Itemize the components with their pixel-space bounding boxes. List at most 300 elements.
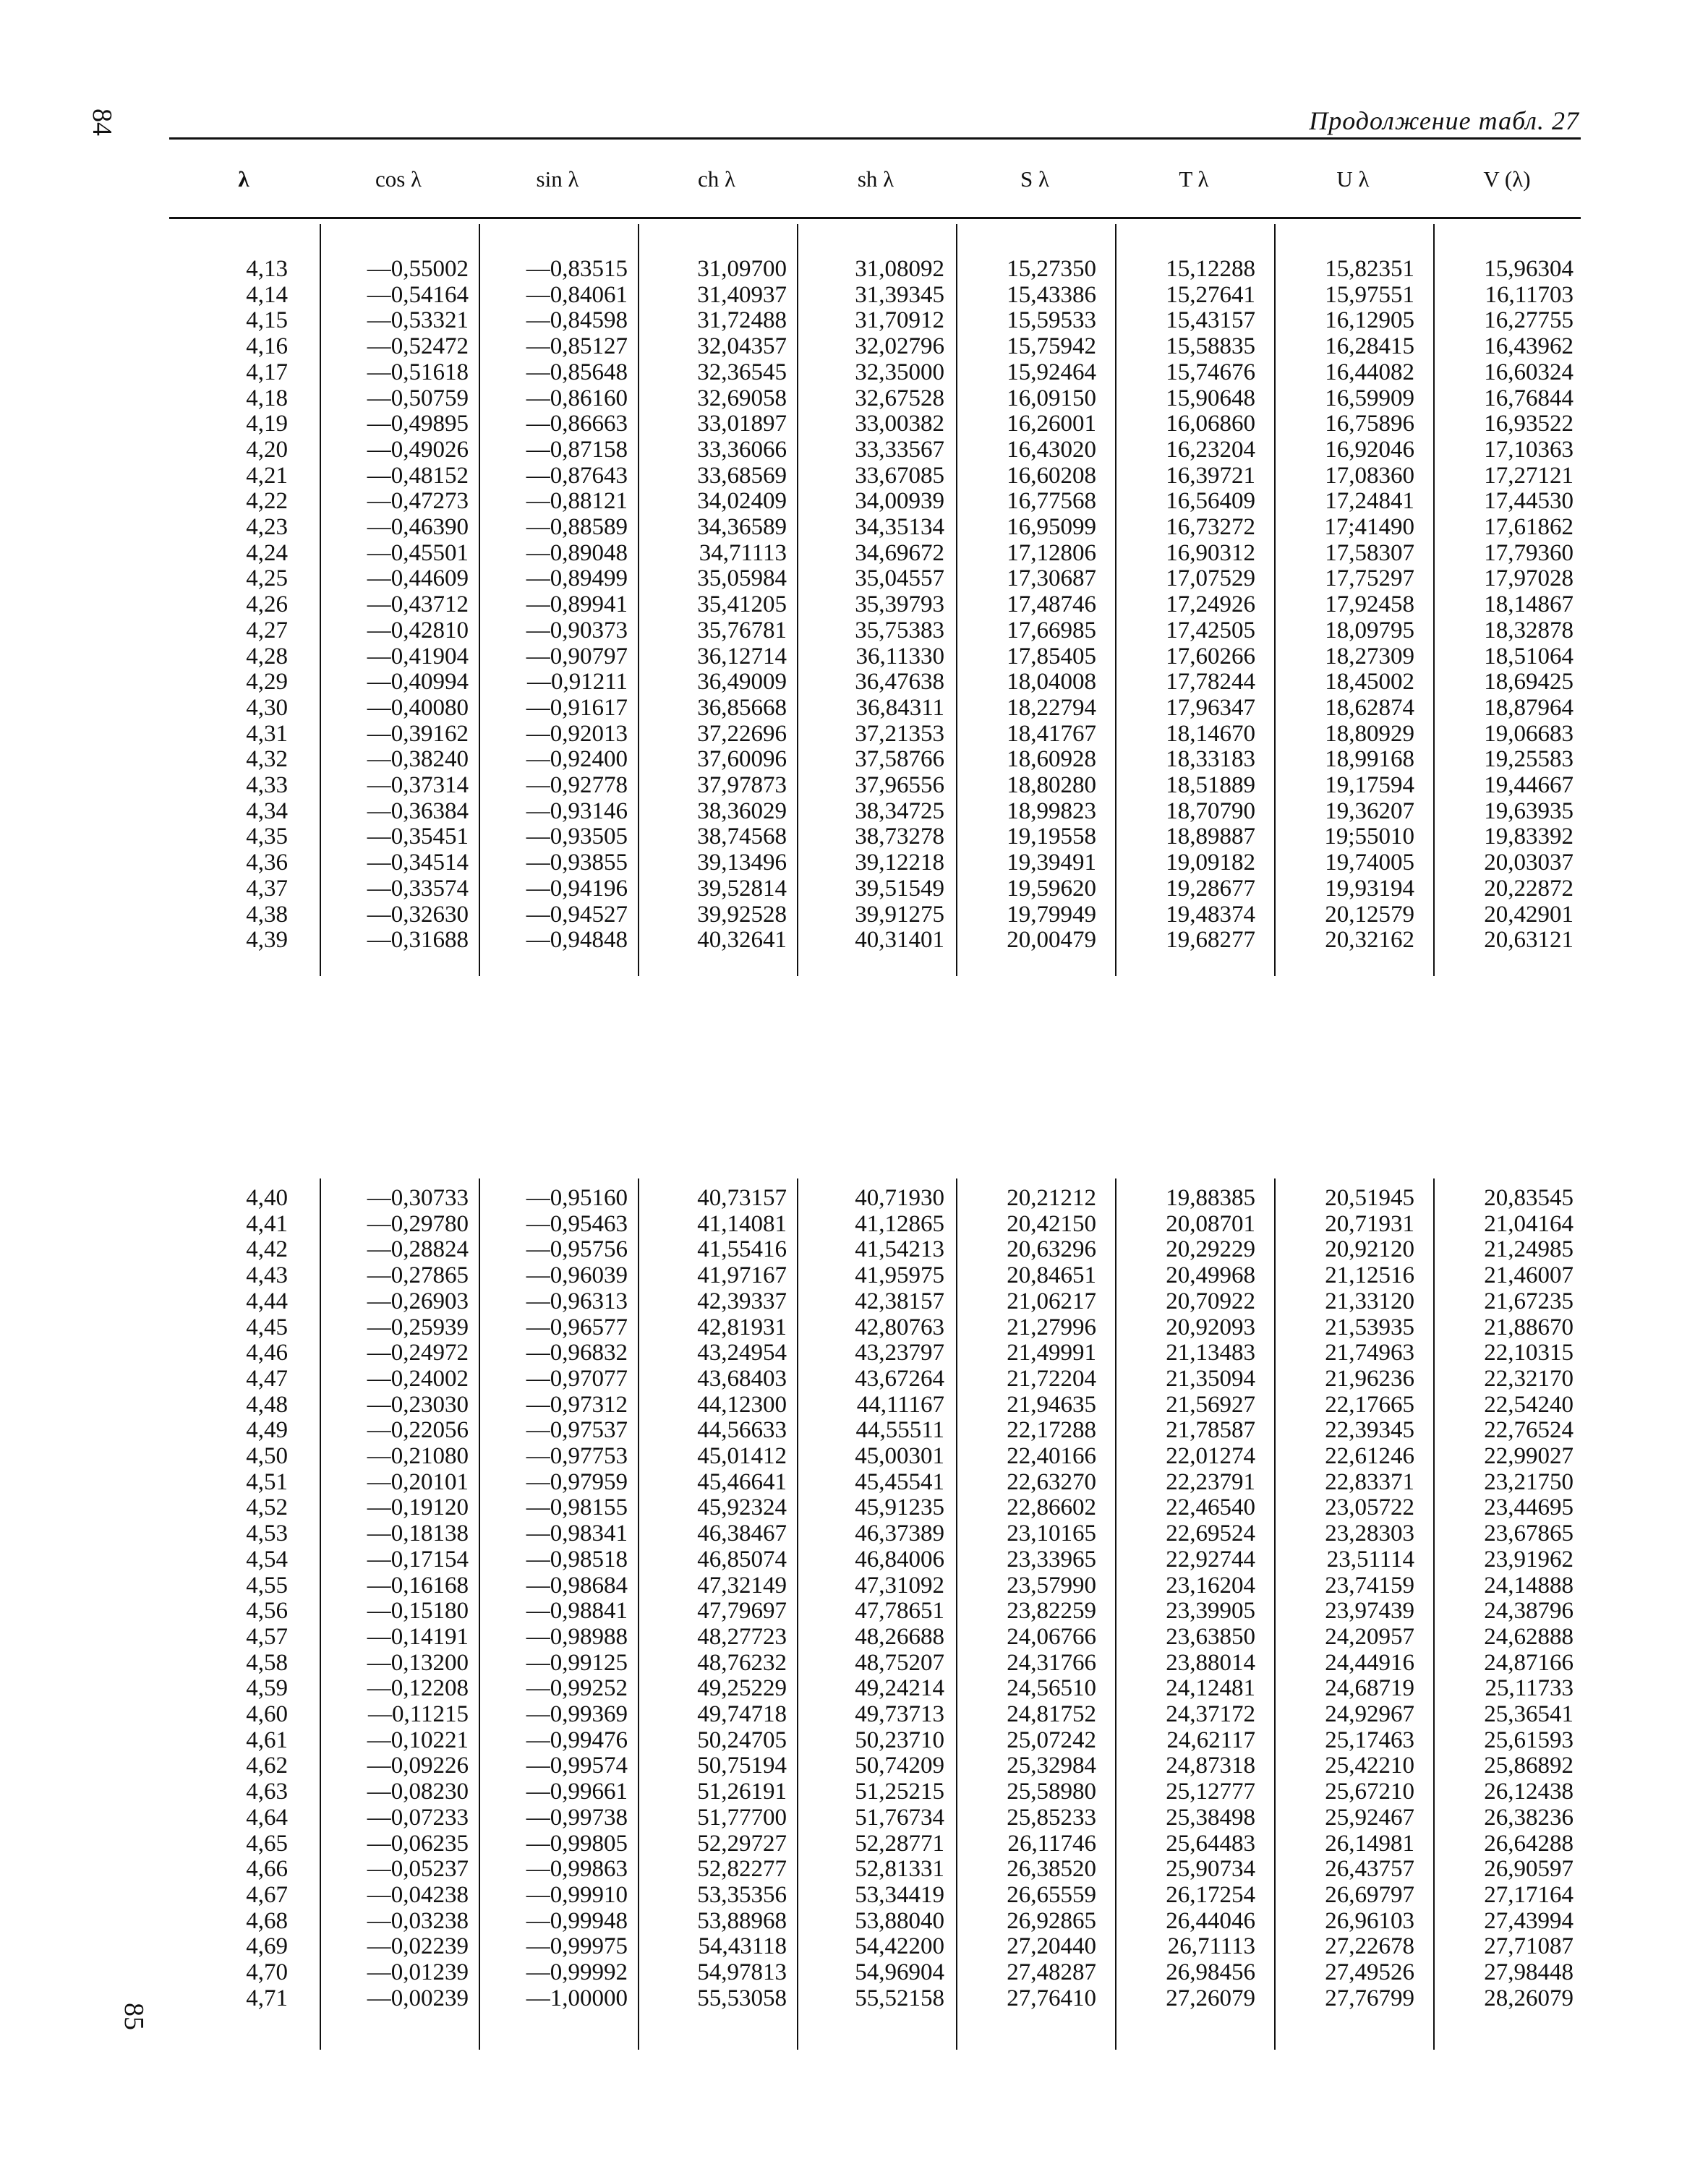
column-sin-block-2 <box>483 1186 628 2012</box>
table-cell: —0,29780 <box>367 1210 469 1237</box>
table-cell: 16,77568 <box>1007 488 1096 515</box>
table-cell: —0,21080 <box>367 1443 469 1470</box>
table-cell: —0,92400 <box>526 746 628 773</box>
column-divider <box>479 224 480 976</box>
table-cell: 17,79360 <box>1484 539 1574 566</box>
table-cell: —0,55002 <box>367 256 469 282</box>
table-cell: —0,91211 <box>526 669 628 696</box>
table-cell: —0,89048 <box>526 539 628 566</box>
table-cell: 4,34 <box>246 797 288 824</box>
table-cell: 4,62 <box>246 1753 288 1779</box>
table-cell: —0,40080 <box>367 694 469 721</box>
table-cell: 46,37389 <box>855 1520 944 1547</box>
table-cell: —0,97753 <box>526 1443 628 1470</box>
table-cell: —0,83515 <box>526 256 628 282</box>
table-cell: —0,20101 <box>367 1468 469 1495</box>
table-cell: 32,04357 <box>697 333 787 360</box>
table-cell: 4,30 <box>246 694 288 721</box>
table-cell: 33,68569 <box>697 462 787 489</box>
table-cell: 54,43118 <box>698 1933 787 1960</box>
table-cell: 16,12905 <box>1325 307 1414 334</box>
table-cell: 17,60266 <box>1166 643 1255 669</box>
table-cell: 20,29229 <box>1166 1236 1255 1263</box>
column-header-cos: cos λ <box>375 166 422 192</box>
table-cell: —0,02239 <box>367 1933 469 1960</box>
table-cell: —0,99125 <box>526 1649 628 1676</box>
table-cell: 19,88385 <box>1166 1185 1255 1211</box>
table-cell: 21,56927 <box>1166 1391 1255 1418</box>
table-cell: 35,39793 <box>855 591 944 618</box>
table-cell: —0,96313 <box>526 1288 628 1314</box>
table-cell: 24,56510 <box>1007 1675 1096 1702</box>
table-cell: 27,20440 <box>1007 1933 1096 1960</box>
table-cell: 15,59533 <box>1007 307 1096 334</box>
table-cell: 22,17288 <box>1007 1417 1096 1444</box>
table-top-rule <box>169 137 1581 140</box>
table-cell: 37,60096 <box>697 746 787 773</box>
table-cell: 23,21750 <box>1484 1468 1574 1495</box>
table-cell: 4,27 <box>246 617 288 643</box>
table-cell: 50,23710 <box>855 1727 944 1753</box>
column-U-block-1 <box>1270 257 1414 954</box>
table-cell: 24,87318 <box>1166 1753 1255 1779</box>
table-cell: 17,75297 <box>1325 565 1414 592</box>
table-cell: 22,61246 <box>1325 1443 1414 1470</box>
table-cell: 24,12481 <box>1166 1675 1255 1702</box>
table-cell: 37,96556 <box>855 772 944 799</box>
table-cell: 22,17665 <box>1325 1391 1414 1418</box>
table-cell: 16,26001 <box>1007 411 1096 437</box>
table-caption: Продолжение табл. 27 <box>1309 106 1579 135</box>
table-cell: 51,26191 <box>697 1779 787 1805</box>
table-cell: 28,26079 <box>1484 1985 1574 2011</box>
table-cell: 21,12516 <box>1325 1262 1414 1289</box>
table-cell: 24,68719 <box>1325 1675 1414 1702</box>
table-cell: 18,99168 <box>1325 746 1414 773</box>
table-cell: 4,44 <box>246 1288 288 1314</box>
table-cell: —0,98988 <box>526 1623 628 1650</box>
table-cell: 27,43994 <box>1484 1907 1574 1934</box>
table-cell: 15,58835 <box>1166 333 1255 360</box>
table-cell: 24,20957 <box>1325 1623 1414 1650</box>
table-cell: 25,32984 <box>1007 1753 1096 1779</box>
table-cell: 26,98456 <box>1166 1959 1255 1986</box>
table-cell: 16,59909 <box>1325 385 1414 411</box>
table-cell: 20,08701 <box>1166 1210 1255 1237</box>
table-cell: 4,68 <box>246 1907 288 1934</box>
table-cell: 18,22794 <box>1007 694 1096 721</box>
table-cell: —0,30733 <box>367 1185 469 1211</box>
table-cell: 22,76524 <box>1484 1417 1574 1444</box>
table-cell: 46,85074 <box>697 1546 787 1573</box>
column-divider <box>797 224 798 976</box>
table-cell: 53,88040 <box>855 1907 944 1934</box>
table-cell: 4,67 <box>246 1881 288 1908</box>
table-cell: —0,18138 <box>367 1520 469 1547</box>
table-cell: —0,91617 <box>526 694 628 721</box>
table-cell: 4,53 <box>246 1520 288 1547</box>
table-cell: —0,36384 <box>367 797 469 824</box>
table-cell: 18,87964 <box>1484 694 1574 721</box>
table-cell: 21,49991 <box>1007 1340 1096 1366</box>
table-cell: 18,27309 <box>1325 643 1414 669</box>
table-cell: 23,28303 <box>1325 1520 1414 1547</box>
table-cell: 40,31401 <box>855 927 944 954</box>
table-cell: 23,33965 <box>1007 1546 1096 1573</box>
column-header-u: U λ <box>1336 166 1370 192</box>
table-cell: 20,42150 <box>1007 1210 1096 1237</box>
table-cell: 44,11167 <box>856 1391 944 1418</box>
table-cell: —0,99369 <box>526 1701 628 1728</box>
table-cell: 50,24705 <box>697 1727 787 1753</box>
table-cell: 52,81331 <box>855 1856 944 1883</box>
table-cell: 20,84651 <box>1007 1262 1096 1289</box>
table-cell: 4,54 <box>246 1546 288 1573</box>
table-cell: 49,73713 <box>855 1701 944 1728</box>
table-cell: 32,69058 <box>697 385 787 411</box>
table-cell: 17,27121 <box>1484 462 1574 489</box>
table-cell: 25,61593 <box>1484 1727 1574 1753</box>
table-cell: —0,89499 <box>526 565 628 592</box>
table-cell: 35,75383 <box>855 617 944 643</box>
table-cell: 25,07242 <box>1007 1727 1096 1753</box>
table-cell: 18,32878 <box>1484 617 1574 643</box>
column-header-sh: sh λ <box>857 166 894 192</box>
table-cell: 4,48 <box>246 1391 288 1418</box>
table-cell: 22,39345 <box>1325 1417 1414 1444</box>
table-cell: 20,32162 <box>1325 927 1414 954</box>
table-cell: 22,23791 <box>1166 1468 1255 1495</box>
table-cell: 15,43386 <box>1007 281 1096 308</box>
table-cell: —0,00239 <box>367 1985 469 2011</box>
column-divider <box>956 224 957 976</box>
table-cell: 4,25 <box>246 565 288 592</box>
table-cell: 16,60324 <box>1484 359 1574 385</box>
table-cell: 16,11703 <box>1485 281 1574 308</box>
table-cell: 24,62888 <box>1484 1623 1574 1650</box>
table-cell: 21,96236 <box>1325 1365 1414 1392</box>
table-cell: 4,65 <box>246 1830 288 1857</box>
table-cell: —0,99252 <box>526 1675 628 1702</box>
table-cell: 23,67865 <box>1484 1520 1574 1547</box>
table-cell: 21,27996 <box>1007 1314 1096 1340</box>
table-cell: 4,32 <box>246 746 288 773</box>
table-cell: 23,63850 <box>1166 1623 1255 1650</box>
table-cell: —0,13200 <box>367 1649 469 1676</box>
column-ch-block-2 <box>642 1186 787 2012</box>
table-cell: 25,42210 <box>1325 1753 1414 1779</box>
table-cell: 27,49526 <box>1325 1959 1414 1986</box>
table-cell: —0,85127 <box>526 333 628 360</box>
table-cell: —0,93146 <box>526 797 628 824</box>
table-cell: 33,36066 <box>697 436 787 463</box>
table-cell: —0,96577 <box>526 1314 628 1340</box>
table-cell: 39,13496 <box>697 850 787 876</box>
table-cell: —0,84061 <box>526 281 628 308</box>
table-cell: 4,21 <box>246 462 288 489</box>
table-cell: 16,43020 <box>1007 436 1096 463</box>
table-cell: 21,94635 <box>1007 1391 1096 1418</box>
table-cell: —0,96832 <box>526 1340 628 1366</box>
table-cell: 4,39 <box>246 927 288 954</box>
table-cell: 19,25583 <box>1484 746 1574 773</box>
table-cell: —0,37314 <box>367 772 469 799</box>
table-cell: —0,52472 <box>367 333 469 360</box>
table-cell: 18,80929 <box>1325 720 1414 747</box>
table-cell: 4,38 <box>246 901 288 928</box>
table-cell: 24,44916 <box>1325 1649 1414 1676</box>
column-header-lambda: λ <box>238 166 249 192</box>
table-cell: 47,79697 <box>697 1598 787 1625</box>
table-cell: 49,24214 <box>855 1675 944 1702</box>
table-cell: 4,46 <box>246 1340 288 1366</box>
table-cell: 4,35 <box>246 823 288 850</box>
table-cell: 33,33567 <box>855 436 944 463</box>
table-cell: 40,32641 <box>697 927 787 954</box>
page-number-bottom: 85 <box>119 2003 149 2030</box>
table-cell: 19,48374 <box>1166 901 1255 928</box>
table-cell: 19,09182 <box>1166 850 1255 876</box>
table-cell: —0,99805 <box>526 1830 628 1857</box>
table-cell: 32,36545 <box>697 359 787 385</box>
table-cell: —0,98518 <box>526 1546 628 1573</box>
table-cell: 25,90734 <box>1166 1856 1255 1883</box>
table-cell: —0,22056 <box>367 1417 469 1444</box>
table-cell: 36,84311 <box>855 694 944 721</box>
table-cell: 53,34419 <box>855 1881 944 1908</box>
table-cell: 19,36207 <box>1325 797 1414 824</box>
table-cell: 17,85405 <box>1007 643 1096 669</box>
table-cell: 32,02796 <box>855 333 944 360</box>
table-cell: 21,33120 <box>1325 1288 1414 1314</box>
table-cell: —0,98341 <box>526 1520 628 1547</box>
table-cell: 26,69797 <box>1325 1881 1414 1908</box>
table-cell: 25,38498 <box>1166 1804 1255 1831</box>
table-cell: 18,89887 <box>1166 823 1255 850</box>
table-cell: 17,30687 <box>1007 565 1096 592</box>
table-cell: 16,28415 <box>1325 333 1414 360</box>
table-cell: 27,71087 <box>1484 1933 1574 1960</box>
table-cell: 19;55010 <box>1324 823 1414 850</box>
table-cell: 48,26688 <box>855 1623 944 1650</box>
table-cell: 4,43 <box>246 1262 288 1289</box>
table-cell: 23,39905 <box>1166 1598 1255 1625</box>
table-cell: 21,46007 <box>1484 1262 1574 1289</box>
table-cell: 4,47 <box>246 1365 288 1392</box>
column-header-v: V (λ) <box>1483 166 1531 192</box>
table-cell: 17,92458 <box>1325 591 1414 618</box>
table-cell: 4,40 <box>246 1185 288 1211</box>
column-T-block-1 <box>1111 257 1255 954</box>
table-cell: 25,86892 <box>1484 1753 1574 1779</box>
table-cell: 39,91275 <box>855 901 944 928</box>
table-cell: 22,99027 <box>1484 1443 1574 1470</box>
table-cell: 4,36 <box>246 850 288 876</box>
table-cell: —0,47273 <box>367 488 469 515</box>
table-cell: 37,58766 <box>855 746 944 773</box>
table-cell: 54,97813 <box>697 1959 787 1986</box>
table-cell: 39,52814 <box>697 875 787 902</box>
column-divider <box>1274 1178 1276 2050</box>
table-cell: —0,01239 <box>367 1959 469 1986</box>
table-cell: 31,09700 <box>697 256 787 282</box>
table-cell: 36,47638 <box>855 669 944 696</box>
table-cell: 34,36589 <box>697 514 787 541</box>
table-cell: 4,16 <box>246 333 288 360</box>
table-cell: 35,04557 <box>855 565 944 592</box>
page-number-top: 84 <box>87 108 117 136</box>
table-cell: 43,67264 <box>855 1365 944 1392</box>
table-cell: 21,88670 <box>1484 1314 1574 1340</box>
table-cell: 15,43157 <box>1166 307 1255 334</box>
table-cell: 22,46540 <box>1166 1494 1255 1521</box>
table-cell: 38,74568 <box>697 823 787 850</box>
table-cell: 19,79949 <box>1007 901 1096 928</box>
table-cell: 24,31766 <box>1007 1649 1096 1676</box>
column-divider <box>1115 224 1116 976</box>
table-cell: 4,70 <box>246 1959 288 1986</box>
table-cell: —0,17154 <box>367 1546 469 1573</box>
table-cell: 26,38520 <box>1007 1856 1096 1883</box>
table-cell: 4,18 <box>246 385 288 411</box>
table-cell: —0,95463 <box>526 1210 628 1237</box>
table-cell: —0,45501 <box>367 539 469 566</box>
table-cell: —0,44609 <box>367 565 469 592</box>
table-cell: 21,35094 <box>1166 1365 1255 1392</box>
table-cell: 20,70922 <box>1166 1288 1255 1314</box>
table-cell: 24,06766 <box>1007 1623 1096 1650</box>
table-cell: —0,89941 <box>526 591 628 618</box>
table-cell: 4,52 <box>246 1494 288 1521</box>
table-cell: 16,60208 <box>1007 462 1096 489</box>
table-cell: —0,90797 <box>526 643 628 669</box>
table-cell: 17,61862 <box>1484 514 1574 541</box>
table-cell: 4,58 <box>246 1649 288 1676</box>
table-cell: 26,44046 <box>1166 1907 1255 1934</box>
column-V-block-2 <box>1429 1186 1574 2012</box>
column-divider <box>1274 224 1276 976</box>
table-cell: 4,28 <box>246 643 288 669</box>
table-cell: 38,34725 <box>855 797 944 824</box>
table-cell: 15,92464 <box>1007 359 1096 385</box>
table-cell: 27,98448 <box>1484 1959 1574 1986</box>
table-cell: 4,17 <box>246 359 288 385</box>
table-cell: —0,98684 <box>526 1572 628 1599</box>
table-cell: —0,97312 <box>526 1391 628 1418</box>
table-cell: 17,48746 <box>1007 591 1096 618</box>
table-cell: 20,71931 <box>1325 1210 1414 1237</box>
table-cell: —0,27865 <box>367 1262 469 1289</box>
table-cell: 54,42200 <box>855 1933 944 1960</box>
table-cell: —0,99661 <box>526 1779 628 1805</box>
table-cell: 4,33 <box>246 772 288 799</box>
table-cell: —0,98155 <box>526 1494 628 1521</box>
table-cell: 20,42901 <box>1484 901 1574 928</box>
table-cell: 4,29 <box>246 669 288 696</box>
table-cell: 43,24954 <box>697 1340 787 1366</box>
table-cell: 33,01897 <box>697 411 787 437</box>
table-cell: 16,27755 <box>1484 307 1574 334</box>
table-cell: 31,70912 <box>855 307 944 334</box>
table-cell: 20,00479 <box>1007 927 1096 954</box>
table-cell: 18,14670 <box>1166 720 1255 747</box>
table-cell: 50,75194 <box>697 1753 787 1779</box>
table-cell: 20,49968 <box>1166 1262 1255 1289</box>
table-cell: 23,88014 <box>1166 1649 1255 1676</box>
table-cell: 4,66 <box>246 1856 288 1883</box>
table-cell: —0,26903 <box>367 1288 469 1314</box>
table-cell: 24,87166 <box>1484 1649 1574 1676</box>
table-cell: 19,17594 <box>1325 772 1414 799</box>
column-sh-block-1 <box>800 257 944 954</box>
table-cell: —0,07233 <box>367 1804 469 1831</box>
table-cell: 19,28677 <box>1166 875 1255 902</box>
table-cell: 20,83545 <box>1484 1185 1574 1211</box>
table-cell: —0,99992 <box>526 1959 628 1986</box>
table-cell: 24,62117 <box>1166 1727 1255 1753</box>
table-cell: 16,93522 <box>1484 411 1574 437</box>
table-cell: 26,14981 <box>1325 1830 1414 1857</box>
table-cell: 33,00382 <box>855 411 944 437</box>
table-cell: 20,63121 <box>1484 927 1574 954</box>
table-cell: 24,37172 <box>1166 1701 1255 1728</box>
table-cell: 4,13 <box>246 256 288 282</box>
table-cell: 20,22872 <box>1484 875 1574 902</box>
table-cell: 26,71113 <box>1167 1933 1255 1960</box>
table-cell: 22,10315 <box>1484 1340 1574 1366</box>
table-cell: 18,51064 <box>1484 643 1574 669</box>
table-cell: 27,17164 <box>1484 1881 1574 1908</box>
table-cell: 15,27641 <box>1166 281 1255 308</box>
column-divider <box>1433 224 1435 976</box>
table-cell: 41,12865 <box>855 1210 944 1237</box>
table-cell: 4,50 <box>246 1443 288 1470</box>
table-cell: 22,69524 <box>1166 1520 1255 1547</box>
table-cell: 31,39345 <box>855 281 944 308</box>
table-cell: 42,80763 <box>855 1314 944 1340</box>
table-cell: 15,90648 <box>1166 385 1255 411</box>
table-cell: 41,97167 <box>697 1262 787 1289</box>
column-U-block-2 <box>1270 1186 1414 2012</box>
table-cell: 18,04008 <box>1007 669 1096 696</box>
table-cell: 19,44667 <box>1484 772 1574 799</box>
table-cell: 19,63935 <box>1484 797 1574 824</box>
table-cell: 4,69 <box>246 1933 288 1960</box>
column-cos-block-1 <box>324 257 469 954</box>
table-cell: 37,97873 <box>697 772 787 799</box>
column-lambda-block-1 <box>143 257 288 954</box>
table-cell: 15,27350 <box>1007 256 1096 282</box>
table-cell: 16,76844 <box>1484 385 1574 411</box>
table-cell: 21,13483 <box>1166 1340 1255 1366</box>
column-sin-block-1 <box>483 257 628 954</box>
table-cell: 19,59620 <box>1007 875 1096 902</box>
column-lambda-block-2 <box>143 1186 288 2012</box>
table-cell: 19,19558 <box>1007 823 1096 850</box>
table-cell: 16,92046 <box>1325 436 1414 463</box>
column-header-ch: ch λ <box>697 166 736 192</box>
table-cell: —0,87643 <box>526 462 628 489</box>
table-cell: 18,14867 <box>1484 591 1574 618</box>
table-cell: —0,39162 <box>367 720 469 747</box>
table-cell: 22,86602 <box>1007 1494 1096 1521</box>
table-cell: 55,53058 <box>697 1985 787 2011</box>
table-cell: 21,06217 <box>1007 1288 1096 1314</box>
table-cell: 16,90312 <box>1166 539 1255 566</box>
table-cell: —0,04238 <box>367 1881 469 1908</box>
table-cell: 25,58980 <box>1007 1779 1096 1805</box>
table-cell: 35,41205 <box>697 591 787 618</box>
